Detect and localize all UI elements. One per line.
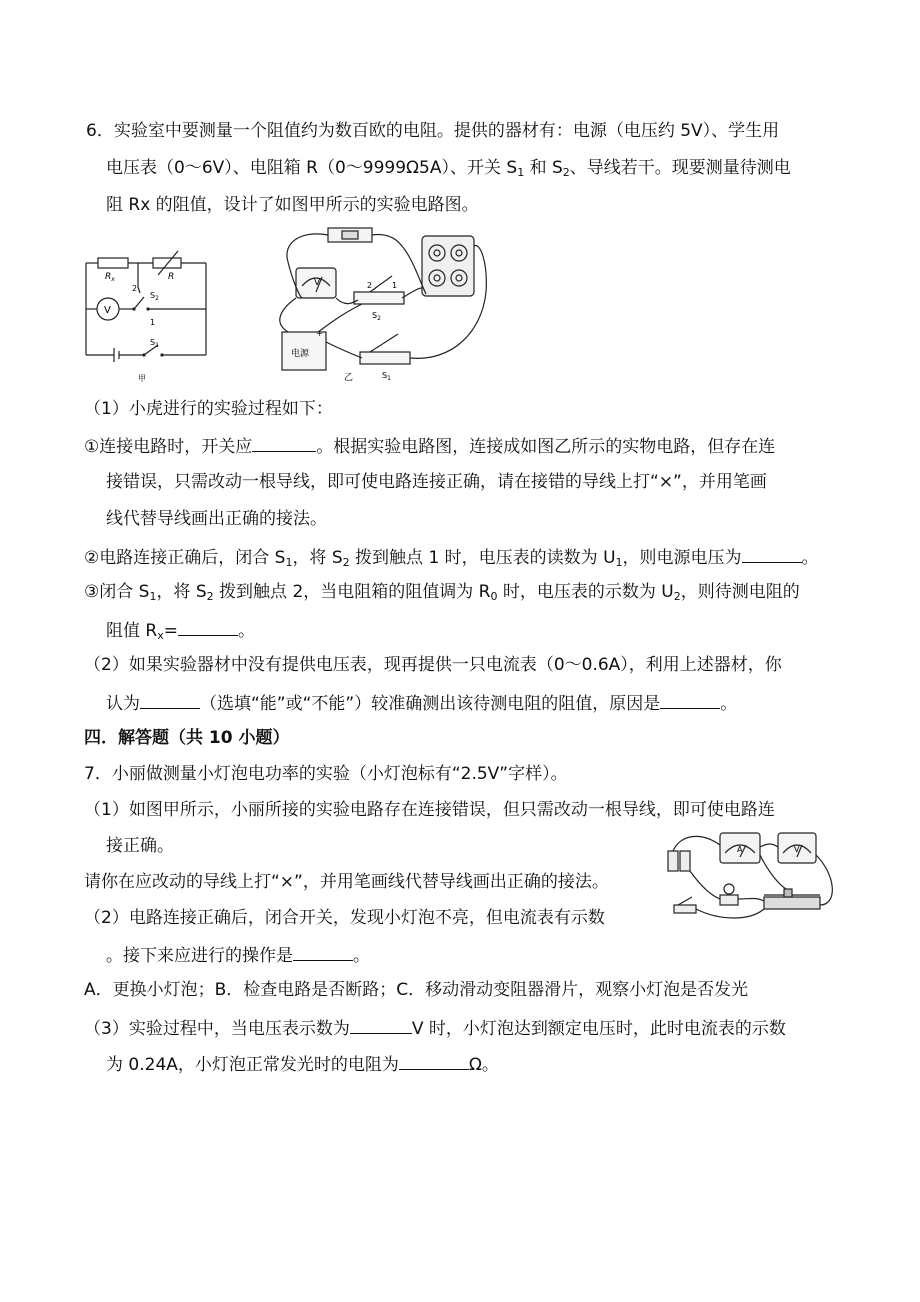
q7-sub3-line2 [106,1052,499,1076]
q7-text: V 时，小灯泡达到额定电压时，此时电流表的示数 [411,1019,786,1039]
q6-step3-line1 [84,581,800,608]
q6-text: ，将 S [156,582,207,602]
q7-circuit-figure [660,825,840,925]
q6-text: ③闭合 S [84,582,150,602]
q6-text: ①连接电路时，开关应 [84,437,253,457]
r-label: R [168,272,175,282]
q6-sub: 2 [206,590,214,603]
q6-sub: 1 [149,590,157,603]
answer-blank[interactable] [252,434,316,452]
yi-voltmeter-label: V [314,278,321,288]
q6-text: 电压表（0～6V）、电阻箱 R（0～9999Ω5A）、开关 S [106,158,518,178]
q7-text: Ω。 [468,1055,499,1075]
q7-options: A．更换小灯泡；B．检查电路是否断路；C．移动滑动变阻器滑片，观察小灯泡是否发光 [84,980,749,1000]
q6-text: 。 [801,548,819,568]
circuit-diagram-jia [78,245,218,385]
q6-line-3: 阻 Rx 的阻值，设计了如图甲所示的实验电路图。 [106,195,479,215]
q6-text: = [163,621,178,641]
figure-yi-caption: 乙 [344,373,354,383]
q6-step2 [84,545,819,574]
q6-text: 拨到触点 1 时，电压表的读数为 U [349,548,616,568]
q7-sub2-line2 [106,943,370,967]
answer-blank[interactable] [660,691,720,709]
q7-sub3-line1 [84,1016,786,1040]
yi-contact-1: 1 [392,281,398,290]
section-4-heading: 四．解答题（共 10 小题） [84,728,290,748]
q6-text: 。 [720,694,738,714]
q6-text: （选填“能”或“不能”）较准确测出该待测电阻的阻值，原因是 [200,694,661,714]
q6-step1-line3: 线代替导线画出正确的接法。 [106,509,327,529]
q7-text: 。 [353,946,370,966]
q6-text: ，则电源电压为 [622,548,742,568]
plus-label: + [316,329,323,338]
q7-text: 为 0.24A，小灯泡正常发光时的电阻为 [106,1055,399,1075]
q7-text: （3）实验过程中，当电压表示数为 [84,1019,350,1039]
answer-blank[interactable] [140,691,200,709]
contact-1-label: 1 [150,318,156,327]
q6-text: 阻值 R [106,621,158,641]
q6-line-2 [106,157,791,184]
yi-s1-label: $S_1$ [382,371,391,382]
q7-sub1-line1: （1）如图甲所示，小丽所接的实验电路存在连接错误，但只需改动一根导线，即可使电路连 [84,800,775,820]
voltmeter-label: V [104,305,111,316]
q6-sub1-heading: （1）小虎进行的实验过程如下： [84,399,333,419]
q6-text: 拨到触点 2，当电阻箱的阻值调为 R [213,582,491,602]
ammeter-label: A [737,845,743,854]
q7-text: 。接下来应进行的操作是 [106,946,293,966]
answer-blank[interactable] [742,545,802,563]
q6-step1-line1 [84,434,775,458]
answer-blank[interactable] [399,1052,469,1070]
q6-text: 时，电压表的示数为 U [497,582,674,602]
q6-sub: 2 [342,556,350,569]
q6-sub: 1 [285,556,293,569]
q6-line-1: 6．实验室中要测量一个阻值约为数百欧的电阻。提供的器材有：电源（电压约 5V）、学生用 [86,121,780,141]
answer-blank[interactable] [293,943,353,961]
rx-label: $R_x$ [105,272,115,283]
q6-text: 。根据实验电路图，连接成如图乙所示的实物电路，但存在连 [316,437,776,457]
q6-text: ②电路连接正确后，闭合 S [84,548,286,568]
wiring-diagram-yi [262,222,492,384]
q7-voltmeter-label: V [794,845,800,854]
q6-sub: 1 [517,166,525,179]
q7-sub1-line2: 接正确。 [106,836,174,856]
s1-label: $S_1$ [150,338,159,349]
answer-blank[interactable] [178,618,238,636]
q6-sub: 2 [562,166,570,179]
answer-blank[interactable] [350,1016,412,1034]
q6-sub: 1 [615,556,623,569]
q6-text: 和 S [524,158,563,178]
q6-text: ，则待测电阻的 [680,582,800,602]
q6-sub2-line2 [106,691,737,715]
yi-contact-2: 2 [367,281,373,290]
q7-line-1: 7．小丽做测量小灯泡电功率的实验（小灯泡标有“2.5V”字样）。 [84,764,568,784]
yi-s2-label: $S_2$ [372,311,381,322]
q6-text: 。 [237,621,255,641]
q6-sub: x [157,629,164,642]
power-label: 电源 [291,349,310,359]
q6-step3-line2 [106,618,255,647]
q6-sub2-line1: （2）如果实验器材中没有提供电压表，现再提供一只电流表（0～0.6A），利用上述器材，你 [84,655,782,675]
q7-sub1-line3: 请你在应改动的导线上打“×”，并用笔画线代替导线画出正确的接法。 [84,872,609,892]
figure-jia-caption: 甲 [138,374,146,383]
q7-sub2-line1: （2）电路连接正确后，闭合开关，发现小灯泡不亮，但电流表有示数 [84,908,605,928]
q6-sub: 0 [490,590,498,603]
q6-text: ，将 S [292,548,343,568]
q6-sub: 2 [673,590,681,603]
contact-2-label: 2 [132,284,138,293]
q6-step1-line2: 接错误，只需改动一根导线，即可使电路连接正确，请在接错的导线上打“×”，并用笔画 [106,472,767,492]
q6-text: 认为 [106,694,140,714]
q6-text: 、导线若干。现要测量待测电 [569,158,791,178]
s2-label: $S_2$ [150,291,159,302]
